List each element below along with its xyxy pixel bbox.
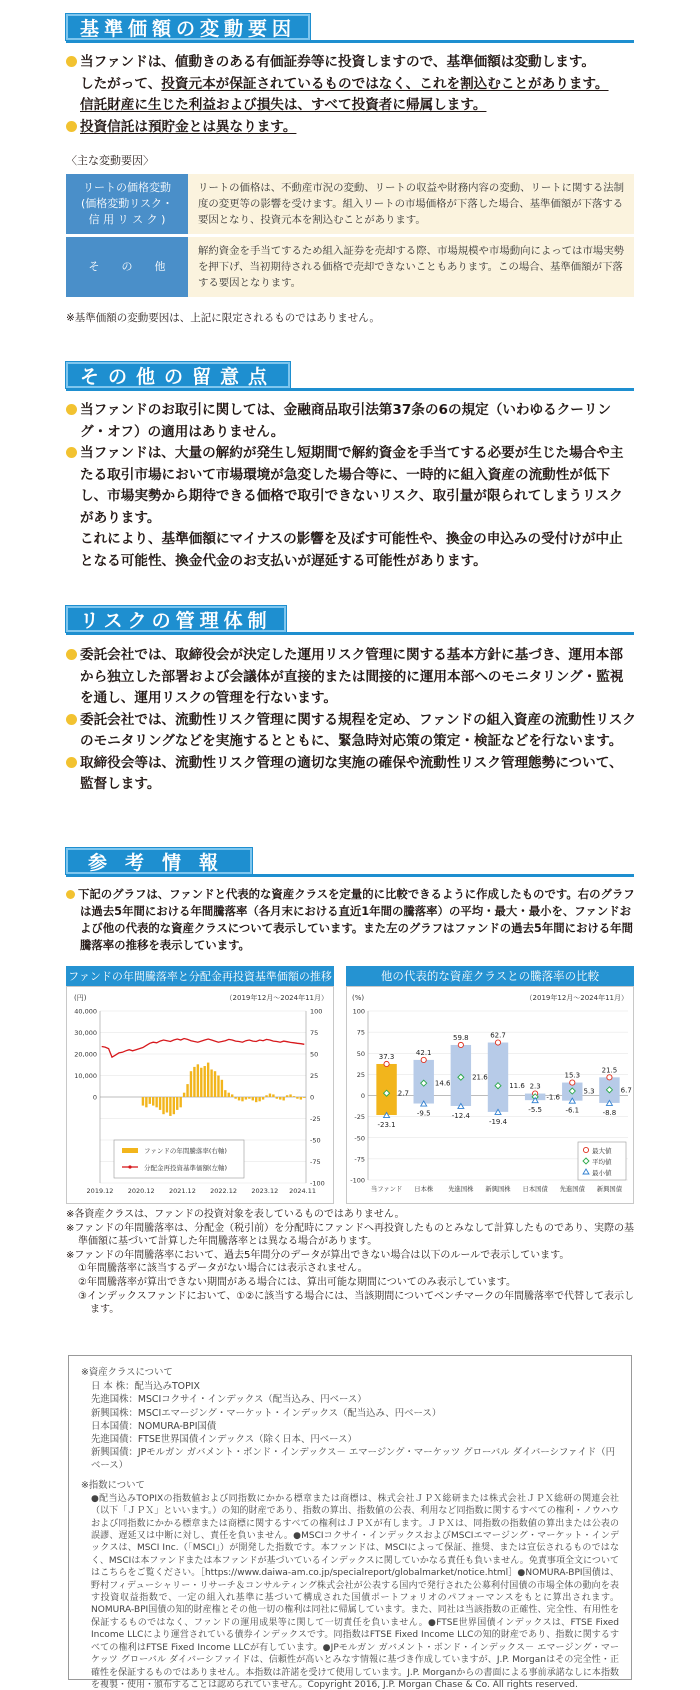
- right-tick-label: -100: [310, 1179, 325, 1188]
- fund-return-bar: [234, 1097, 236, 1099]
- bullet-text: 下記のグラフは、ファンドと代表的な資産クラスを定量的に比較できるように作成したものです。右のグラフは過去5年間における年間騰落率（各月末における直近1年間の騰落率）の平均・最大・最小を、ファンドおよび他の代表的な資産クラスについて表示しています。また左のグラフはファンドの過去5年間における年間騰落率の推移を表示しています。: [78, 887, 635, 952]
- fund-return-bar: [207, 1063, 209, 1097]
- y-tick-label: -75: [354, 1155, 365, 1164]
- min-value-label: -19.4: [488, 1117, 508, 1126]
- right-chart: [346, 986, 634, 1204]
- max-value-label: 62.7: [490, 1031, 506, 1040]
- risk-subheading: 〈主な変動要因〉: [66, 154, 154, 167]
- right-tick-label: 100: [310, 1007, 323, 1016]
- fund-return-bar: [162, 1097, 164, 1114]
- right-tick-label: 0: [310, 1093, 315, 1102]
- bullet-text: したがって、: [80, 75, 162, 92]
- fund-return-bar: [286, 1095, 288, 1097]
- left-legend-box: [114, 1140, 244, 1178]
- chart-note: ※各資産クラスは、ファンドの投資対象を表しているものではありません。: [66, 1209, 405, 1220]
- risk-label-reit: [66, 174, 188, 234]
- bullet-icon: [66, 649, 77, 660]
- max-marker: [384, 1061, 389, 1066]
- fund-return-bar: [197, 1064, 199, 1097]
- legend-min-label: 最小値: [592, 1169, 612, 1177]
- bullet-text: 当ファンドのお取引に関しては、金融商品取引法第37条の6の規定（いわゆるクーリング・オフ）の適用はありません。: [80, 402, 612, 440]
- fund-return-bar: [252, 1097, 254, 1100]
- fund-return-bar: [190, 1071, 192, 1097]
- fund-return-bar: [262, 1097, 264, 1100]
- index-disclaimer: ●配当込みTOPIXの指数値および同指数にかかる標章または商標は、株式会社ＪＰＸ総研または株式会社ＪＰＸ総研の関連会社（以下「ＪＰＸ」といいます。）の知的財産であり、指数の算出、指数値の公表、利用など同指数に関するすべての権利・ノウハウおよび同指数にかかる標章または商標に関するすべての権利はＪＰＸが有します。ＪＰＸは、同指数の指数値の算出または公表の誤謬、遅延又は中断に対し、責任を負いません。●MSCIコクサイ・インデックスおよびMSCIエマージング・マーケット・インデックスは、MSCI Inc.（「MSCI」）が開発した指数です。本ファンドは、MSCIによって保証、推奨、または宣伝されるものではなく、MSCIは本ファンドまたは本ファンドが基づいているインデックスに関していかなる責任も負いません。免責事項全文についてはこちらをご覧ください。［https://www.daiwa-am.co.jp/specialreport/globalmarket/notice.html］●NOMURA-BPI国債は、野村フィデューシャリー・リサーチ＆コンサルティング株式会社が公表する国内で発行された公募利付国債の市場全体の動向を表す投資収益指数で、一定の組入れ基準に基づいて構成された国債ポートフォリオのパフォーマンスをもとに算出されます。NOMURA-BPI国債の知的財産権とその他一切の権利は同社に帰属しています。また、同社は当該指数の正確性、完全性、有用性を保証するものではなく、ファンドの運用成果等に関して一切責任を負いません。●FTSE世界国債インデックスは、FTSE Fixed Income LLCにより運営されている債券インデックスです。同指数はFTSE Fixed Income LLCの知的財産であり、指数に関するすべての権利はFTSE Fixed Income LLCが有しています。●JPモルガン ガバメント・ボンド・インデックス－ エマージング・マーケッツ グローバル ダイバーシファイドは、信頼性が高いとみなす情報に基づき作成していますが、J.P. Morganはその完全性・正確性を保証するものではありません。本指数は許諾を受けて使用しています。J.P. Morganからの書面による事前承諾なしに本指数を複製・使用・頒布することは認められていません。Copyright 2016, J.P. Morgan Chase & Co. All rights reserved.: [91, 1493, 619, 1690]
- chart-note: ③インデックスファンドにおいて、①②に該当する場合には、当該期間についてベンチマークの年間騰落率で代替して表示します。: [78, 1290, 634, 1316]
- risk-table: [66, 174, 634, 297]
- risk-row-other: [66, 237, 634, 297]
- left-tick-label: 30,000: [74, 1029, 97, 1037]
- right-tick-label: -25: [310, 1115, 321, 1123]
- legend-line-marker: [128, 1165, 131, 1168]
- legend-avg-label: 平均値: [592, 1158, 612, 1166]
- fund-return-bar: [228, 1093, 230, 1097]
- fund-return-bar: [282, 1097, 284, 1100]
- y-tick-label: -25: [354, 1113, 365, 1122]
- min-value-label: -23.1: [377, 1121, 396, 1130]
- x-tick-label: 2024.11: [289, 1187, 317, 1195]
- chart-note: ※ファンドの年間騰落率において、過去5年間分のデータが算出できない場合は以下のルールで表示しています。: [66, 1249, 570, 1261]
- index-notes-box: [68, 1355, 632, 1690]
- section-title: リスクの管理体制: [66, 606, 286, 632]
- min-value-label: -9.5: [416, 1109, 431, 1118]
- left-tick-label: 0: [92, 1093, 97, 1102]
- fund-return-bar: [245, 1097, 247, 1100]
- y-tick-label: 100: [352, 1007, 365, 1016]
- right-tick-label: 25: [310, 1072, 319, 1080]
- volatility-bullets: [66, 52, 636, 138]
- fund-return-bar: [289, 1094, 291, 1097]
- section-header-volatility: [66, 12, 310, 42]
- category-label: 当ファンド: [370, 1186, 403, 1193]
- bullet-icon: [66, 56, 77, 67]
- max-value-label: 59.8: [453, 1033, 469, 1042]
- left-chart-title: ファンドの年間騰落率と分配金再投資基準価額の推移: [66, 966, 334, 986]
- fund-return-bar: [269, 1094, 271, 1097]
- right-tick-label: -75: [310, 1158, 321, 1166]
- section-rule: [66, 388, 634, 391]
- legend-max-label: 最大値: [592, 1147, 612, 1155]
- avg-value-label: 5.3: [583, 1087, 595, 1096]
- range-bar: [488, 1043, 508, 1112]
- bullet-text-underlined: 投資信託は預貯金とは異なります。: [80, 118, 297, 135]
- fund-return-bar: [258, 1097, 260, 1101]
- fund-return-bar: [183, 1093, 185, 1097]
- fund-return-bar: [169, 1097, 171, 1116]
- fund-return-bar: [159, 1097, 161, 1110]
- category-label: 新興国株: [485, 1186, 511, 1193]
- nav-line: [102, 1039, 305, 1058]
- bullet-icon: [66, 714, 77, 725]
- fund-return-bar: [145, 1097, 147, 1107]
- max-value-label: 21.5: [601, 1066, 618, 1075]
- section-header-other: [66, 360, 290, 390]
- left-chart: [66, 986, 334, 1204]
- min-value-label: -5.5: [528, 1106, 542, 1115]
- right-chart-title: 他の代表的な資産クラスとの騰落率の比較: [346, 966, 634, 986]
- right-tick-label: -50: [310, 1136, 321, 1145]
- fund-return-bar: [166, 1097, 168, 1112]
- right-tick-label: 75: [310, 1029, 319, 1037]
- risk-label-other: そ の 他: [66, 237, 188, 297]
- section-rule: [66, 40, 634, 43]
- fund-return-bar: [217, 1076, 219, 1098]
- range-bar: [376, 1064, 396, 1115]
- category-label: 先進国株: [448, 1186, 474, 1193]
- fund-return-bar: [179, 1097, 181, 1107]
- bullet-icon: [66, 121, 77, 132]
- fund-return-bar: [238, 1097, 240, 1100]
- fund-return-bar: [279, 1097, 281, 1100]
- x-tick-label: 2021.12: [168, 1187, 196, 1195]
- fund-return-bar: [204, 1066, 206, 1097]
- min-value-label: -8.8: [602, 1108, 617, 1117]
- max-marker: [458, 1042, 463, 1047]
- bullet-icon: [66, 447, 77, 458]
- asset-class-line: 先進国株：MSCIコクサイ・インデックス（配当込み、円ベース）: [91, 1394, 367, 1406]
- max-marker: [607, 1075, 612, 1080]
- left-chart-period: （2019年12月～2024年11月）: [225, 994, 328, 1002]
- left-tick-label: 10,000: [74, 1072, 97, 1080]
- chart-note: ②年間騰落率が算出できない期間がある場合には、算出可能な期間についてのみ表示しています。: [78, 1276, 516, 1288]
- fund-return-bar: [248, 1097, 250, 1099]
- legend-line-label: 分配金再投資基準価額(左軸): [144, 1164, 228, 1172]
- fund-return-bar: [276, 1097, 278, 1099]
- chart-note: ①年間騰落率に該当するデータがない場合には表示されません。: [78, 1263, 368, 1275]
- fund-return-bar: [296, 1097, 298, 1099]
- legend-bar-label: ファンドの年間騰落率(右軸): [144, 1147, 227, 1155]
- label-line: 信 用 リ ス ク ): [88, 213, 166, 226]
- bullet-text: これにより、基準価額にマイナスの影響を及ぼす可能性や、換金の申込みの受付けが中止となる可能性、換金代金のお支払いが遅延する可能性があります。: [80, 531, 623, 569]
- bullet-text: 当ファンドは、大量の解約が発生し短期間で解約資金を手当てする必要が生じた場合や主たる取引市場において市場環境が急変した場合等に、一時的に組入資産の流動性が低下し、市場実勢から期待できる価格で取引できないリスク、取引量が限られてしまうリスクがあります。: [80, 445, 624, 526]
- left-tick-label: 40,000: [74, 1007, 97, 1016]
- bullet-text-underlined: 信託財産に生じた利益および損失は、すべて投資者に帰属します。: [80, 97, 487, 113]
- max-value-label: 37.3: [378, 1052, 395, 1061]
- section-title: その他の留意点: [66, 362, 290, 388]
- fund-return-bar: [241, 1097, 243, 1101]
- y-tick-label: 25: [356, 1070, 365, 1079]
- y-tick-label: -50: [354, 1134, 365, 1143]
- avg-value-label: 11.6: [509, 1082, 525, 1091]
- max-value-label: 15.3: [564, 1071, 581, 1080]
- risk-text-reit: リートの価格は、不動産市況の変動、リートの収益や財務内容の変動、リートに関する法制度の変更等の影響を受けます。組入リートの市場価格が下落した場合、基準価額が下落する要因となり、投資元本を割込むことがあります。: [188, 174, 634, 234]
- category-label: 日本国債: [522, 1186, 548, 1193]
- left-tick-label: 20,000: [74, 1050, 97, 1059]
- avg-value-label: 14.6: [434, 1079, 451, 1088]
- bullet-icon: [66, 757, 77, 768]
- section-header-reference: [66, 846, 252, 876]
- y-tick-label: 75: [356, 1028, 365, 1037]
- x-tick-label: 2019.12: [86, 1187, 114, 1195]
- section-title: 参考情報: [66, 848, 252, 874]
- fund-return-bar: [210, 1069, 212, 1097]
- bullet-icon: [66, 404, 77, 415]
- section-rule: [66, 632, 634, 635]
- asset-class-line: 日 本 株：配当込みTOPIX: [91, 1381, 200, 1393]
- fund-return-bar: [186, 1084, 188, 1097]
- avg-value-label: -1.6: [546, 1093, 561, 1102]
- y-tick-label: 0: [360, 1092, 365, 1100]
- label-line: (価格変動リスク・: [80, 197, 174, 210]
- category-label: 先進国債: [559, 1186, 585, 1193]
- left-axis-unit: (円): [74, 994, 87, 1002]
- x-tick-label: 2020.12: [127, 1187, 155, 1195]
- fund-return-bar: [152, 1097, 154, 1106]
- category-label: 新興国債: [596, 1186, 623, 1193]
- legend-max-marker: [583, 1147, 588, 1152]
- fund-return-bar: [173, 1097, 175, 1114]
- fund-return-bar: [272, 1094, 274, 1097]
- risk-text-other: 解約資金を手当てするため組入証券を売却する際、市場規模や市場動向によっては市場実勢を押下げ、当初期待される価格で売却できないこともあります。この場合、基準価額が下落する要因となります。: [188, 237, 634, 297]
- asset-class-line: 新興国株：MSCIエマージング・マーケット・インデックス（配当込み、円ベース）: [91, 1407, 442, 1419]
- category-label: 日本株: [414, 1186, 434, 1193]
- reference-intro: [66, 886, 636, 954]
- notes-heading: ※資産クラスについて: [81, 1367, 173, 1378]
- section-title: 基準価額の変動要因: [66, 14, 310, 40]
- max-marker: [421, 1057, 426, 1062]
- fund-return-bar: [214, 1071, 216, 1097]
- section-header-risk-management: [66, 604, 286, 634]
- risk-row-reit: [66, 174, 634, 234]
- fund-return-bar: [300, 1097, 302, 1100]
- fund-return-bar: [193, 1067, 195, 1097]
- fund-return-bar: [221, 1080, 223, 1097]
- bullet-text-underlined: 投資元本が保証されているものではなく、これを割込むことがあります。: [161, 75, 609, 92]
- fund-return-bar: [293, 1096, 295, 1097]
- legend-bar-swatch: [122, 1148, 138, 1153]
- bullet-text: 取締役会等は、流動性リスク管理の適切な実施の確保や流動性リスク管理態勢について、監督します。: [80, 754, 623, 792]
- fund-return-bar: [303, 1097, 305, 1098]
- fund-return-bar: [200, 1068, 202, 1097]
- min-value-label: -12.4: [451, 1111, 470, 1120]
- volatility-note: ※基準価額の変動要因は、上記に限定されるものではありません。: [66, 312, 380, 324]
- risk-management-bullets: [66, 645, 636, 796]
- max-value-label: 42.1: [415, 1048, 432, 1057]
- max-marker: [570, 1080, 575, 1085]
- asset-class-line: 先進国債：FTSE世界国債インデックス（除く日本、円ベース）: [91, 1434, 357, 1446]
- y-tick-label: -100: [350, 1176, 365, 1185]
- fund-return-bar: [224, 1090, 226, 1097]
- chart-note: ※ファンドの年間騰落率は、分配金（税引前）を分配時にファンドへ再投資したものとみなして計算したものであり、実際の基準価額に基づいて計算した年間騰落率とは異なる場合があります。: [66, 1222, 634, 1248]
- x-tick-label: 2023.12: [251, 1187, 279, 1195]
- bullet-text: 委託会社では、流動性リスク管理に関する規程を定め、ファンドの組入資産の流動性リスクのモニタリングなどを実施するとともに、緊急時対応策の策定・検証などを行ないます。: [80, 711, 636, 749]
- notes-heading: ※指数について: [81, 1479, 145, 1491]
- fund-return-bar: [149, 1097, 151, 1104]
- fund-return-bar: [155, 1097, 157, 1107]
- other-bullets: [66, 400, 636, 572]
- avg-value-label: 6.7: [620, 1086, 632, 1095]
- y-tick-label: 50: [356, 1049, 365, 1058]
- bullet-text: 委託会社では、取締役会が決定した運用リスク管理に関する基本方針に基づき、運用本部から独立した部署および会議体が直接的または間接的に運用本部へのモニタリング・監視を通し、運用リスクの管理を行ないます。: [80, 647, 624, 706]
- min-value-label: -6.1: [565, 1106, 580, 1115]
- asset-class-line: 新興国債：JPモルガン ガバメント・ボンド・インデックス－ エマージング・マーケッツ グローバル ダイバーシファイド（円ベース）: [91, 1447, 616, 1472]
- max-marker: [495, 1040, 500, 1045]
- fund-return-bar: [255, 1097, 257, 1102]
- right-tick-label: 50: [310, 1050, 319, 1059]
- right-axis-unit: (%): [352, 994, 365, 1002]
- fund-return-bar: [176, 1097, 178, 1110]
- bullet-text: 当ファンドは、値動きのある有価証券等に投資しますので、基準価額は変動します。: [80, 54, 595, 70]
- right-chart-period: （2019年12月～2024年11月）: [525, 994, 628, 1002]
- bullet-icon: [66, 890, 75, 899]
- fund-return-bar: [142, 1097, 144, 1106]
- avg-value-label: 21.6: [472, 1073, 488, 1082]
- x-tick-label: 2022.12: [210, 1187, 238, 1195]
- chart-notes: [66, 1208, 638, 1317]
- fund-return-bar: [265, 1095, 267, 1097]
- asset-class-line: 日本国債：NOMURA-BPI国債: [91, 1420, 217, 1432]
- max-value-label: 2.3: [529, 1082, 541, 1091]
- fund-return-bar: [231, 1094, 233, 1097]
- section-rule: [66, 874, 634, 877]
- label-line: リートの価格変動: [83, 181, 171, 194]
- avg-value-label: 2.7: [397, 1089, 409, 1098]
